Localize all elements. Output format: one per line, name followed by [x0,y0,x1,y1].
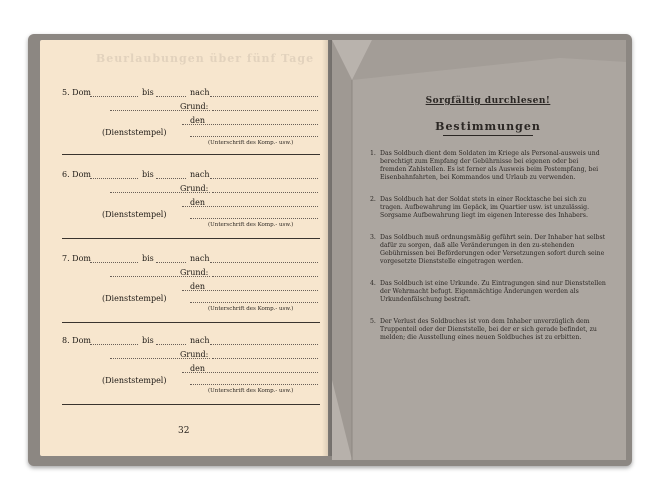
stamp-label: (Dienststempel) [102,294,167,303]
rule-1 [370,150,606,182]
careful-reading-title: Sorgfältig durchlesen! [425,96,551,106]
grund-label: Grund: [180,268,209,277]
nach-label: nach [190,254,210,263]
grund-label: Grund: [180,184,209,193]
rule-text: Das Soldbuch hat der Soldat stets in einer Rocktasche bei sich zu tragen. Aufbewahrung im Gepäck, im Quartier usw. ist unzulässig. Sorgsame Aufbewahrung liegt im eigenen Interesse des Inhabers. [380,196,590,219]
signature-label: (Unterschrift des Komp.- usw.) [208,222,294,228]
bis-label: bis [142,336,154,345]
heading-underline [443,135,533,136]
rule-number: 2. [370,196,376,203]
rule-number: 4. [370,280,376,287]
grund-label: Grund: [180,350,209,359]
bis-label: bis [142,88,154,97]
signature-label: (Unterschrift des Komp.- usw.) [208,140,294,146]
stamp-label: (Dienststempel) [102,376,167,385]
nach-label: nach [190,170,210,179]
rule-3 [370,234,606,266]
entry-number-label: 5. Dom [62,88,91,97]
bis-label: bis [142,254,154,263]
ghost-heading: Beurlaubungen über fünf Tage [95,52,315,65]
nach-label: nach [190,336,210,345]
entry-number-label: 6. Dom [62,170,91,179]
den-label: den [190,364,206,373]
entry-number-label: 7. Dom [62,254,91,263]
rule-5 [370,318,606,342]
rule-4 [370,280,606,304]
nach-label: nach [190,88,210,97]
entry-number-label: 8. Dom [62,336,91,345]
signature-label: (Unterschrift des Komp.- usw.) [208,306,294,312]
page-number: 32 [178,426,190,436]
bis-label: bis [142,170,154,179]
rule-text: Das Soldbuch muß ordnungsmäßig geführt sein. Der Inhaber hat selbst dafür zu sorgen, daß alle Veränderungen in den zu-stehenden Gebührnissen bei Beförderungen oder Versetzungen sofort durch seine vorgesetzte Dienststelle eingetragen werden. [380,234,606,265]
grund-label: Grund: [180,102,209,111]
rule-text: Das Soldbuch ist eine Urkunde. Zu Eintragungen sind nur Dienststellen der Wehrmacht befugt. Eigenmächtige Änderungen werden als Urkundenfälschung bestraft. [380,280,606,303]
stamp-label: (Dienststempel) [102,210,167,219]
rule-number: 3. [370,234,376,241]
rule-number: 5. [370,318,376,325]
den-label: den [190,198,206,207]
stamp-label: (Dienststempel) [102,128,167,137]
rule-text: Der Verlust des Soldbuches ist von dem Inhaber unverzüglich dem Truppenteil oder der Dienststelle, bei der er sich gerade befindet, zu melden; die Ausstellung eines neuen Soldbuches ist zu erbitten. [380,318,597,341]
signature-label: (Unterschrift des Komp.- usw.) [208,388,294,394]
den-label: den [190,116,206,125]
rule-2 [370,196,606,220]
rule-number: 1. [370,150,376,157]
den-label: den [190,282,206,291]
regulations-card [370,96,606,342]
regulations-heading: Bestimmungen [435,120,541,133]
rule-text: Das Soldbuch dient dem Soldaten im Kriege als Personal-ausweis und berechtigt zum Empfang der Gebührnisse bei eigenen oder bei fremden Zahlstellen. Es ist ferner als Ausweis beim Postempfang, bei Eisenbahnfahrten, bei Kommandos und Urlaub zu verwenden. [380,150,600,181]
